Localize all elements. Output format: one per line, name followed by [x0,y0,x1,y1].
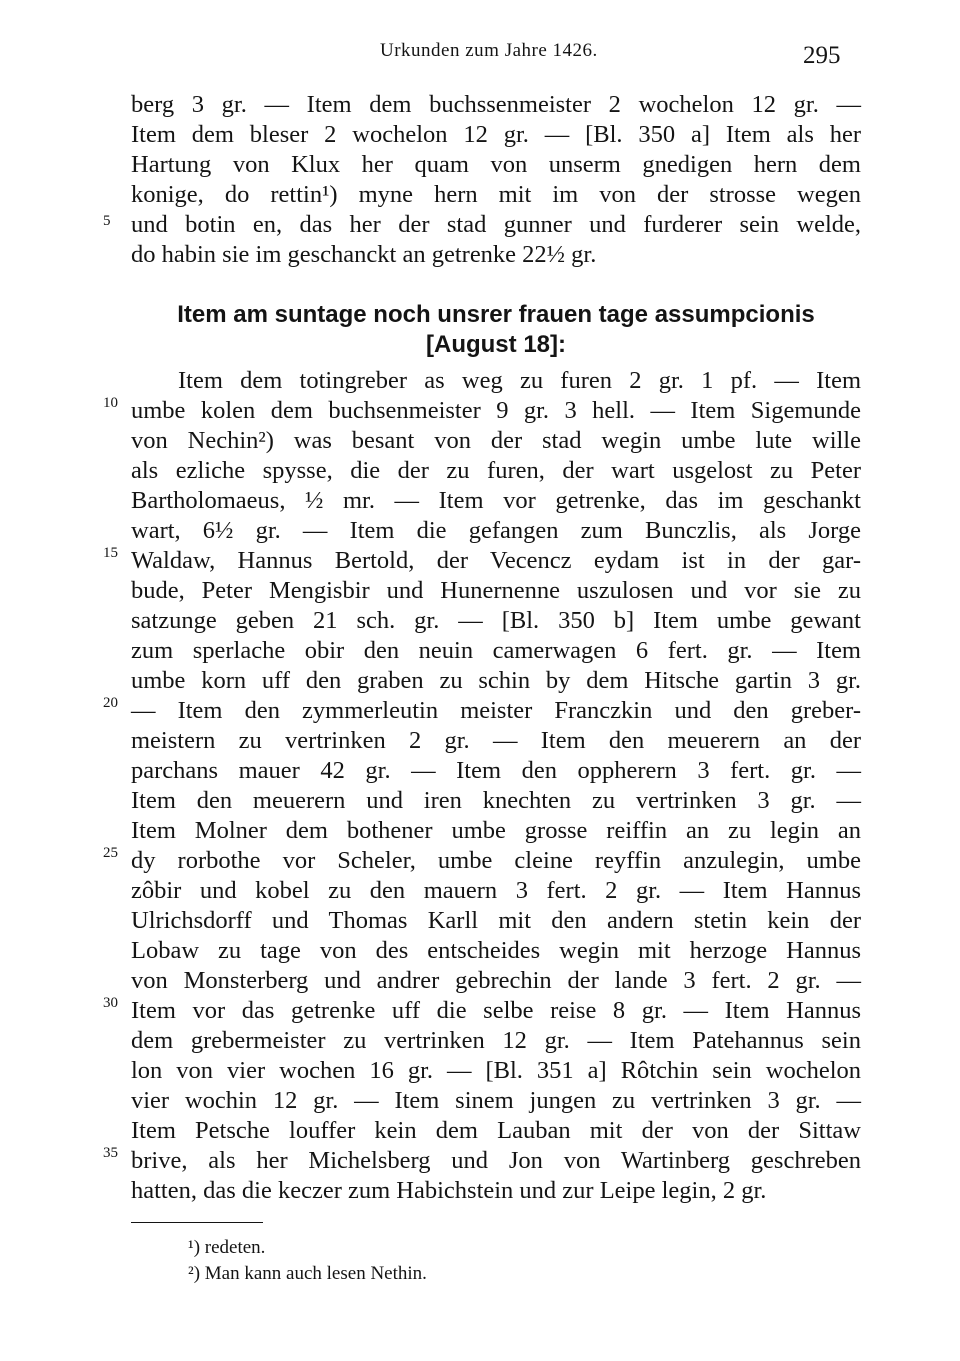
text-line: berg 3 gr. — Item dem buchssenmeister 2 wochelon 12 gr. — [131,91,861,118]
text-line: Item den meuerern und iren knechten zu vertrinken 3 gr. — [131,787,861,814]
text-line: Item dem totingreber as weg zu furen 2 gr. 1 pf. — Item [178,367,861,394]
text-line: Waldaw, Hannus Bertold, der Vecencz eydam ist in der gar- [131,547,861,574]
text-line: Item dem bleser 2 wochelon 12 gr. — [Bl. 350 a] Item als her [131,121,861,148]
text-line: do habin sie im geschanckt an getrenke 22½ gr. [131,241,597,268]
text-line: konige, do rettin¹) myne hern mit im von der strosse wegen [131,181,861,208]
line-number: 10 [103,395,118,411]
text-line: wart, 6½ gr. — Item die gefangen zum Bunczlis, als Jorge [131,517,861,544]
footnote-rule [131,1222,263,1223]
text-line: parchans mauer 42 gr. — Item den oppherern 3 fert. gr. — [131,757,861,784]
text-line: lon von vier wochen 16 gr. — [Bl. 351 a] Rôtchin sein wochelon [131,1057,861,1084]
text-line: vier wochin 12 gr. — Item sinem jungen zu vertrinken 3 gr. — [131,1087,861,1114]
text-line: als ezliche spysse, die der zu furen, der wart usgelost zu Peter [131,457,861,484]
text-line: dem grebermeister zu vertrinken 12 gr. — Item Patehannus sein [131,1027,861,1054]
text-line: Bartholomaeus, ½ mr. — Item vor getrenke, das im geschankt [131,487,861,514]
text-line: Item Petsche louffer kein dem Lauban mit der von der Sittaw [131,1117,861,1144]
footnote: ²) Man kann auch lesen Nethin. [188,1263,427,1284]
text-line: satzunge geben 21 sch. gr. — [Bl. 350 b] Item umbe gewant [131,607,861,634]
line-number: 30 [103,995,118,1011]
text-line: und botin en, das her der stad gunner und furderer sein welde, [131,211,861,238]
text-line: zum sperlache obir den neuin camerwagen 6 fert. gr. — Item [131,637,861,664]
page-number: 295 [803,42,841,69]
text-line: umbe korn uff den graben zu schin by dem Hitsche gartin 3 gr. [131,667,861,694]
running-head: Urkunden zum Jahre 1426. [380,40,598,61]
text-line: bude, Peter Mengisbir und Hunernenne uszulosen und vor sie zu [131,577,861,604]
text-line: Hartung von Klux her quam von unserm gnedigen hern dem [131,151,861,178]
text-line: von Monsterberg und andrer gebrechin der lande 3 fert. 2 gr. — [131,967,861,994]
line-number: 25 [103,845,118,861]
section-heading: Item am suntage noch unsrer frauen tage assumpcionis [August 18]: [177,301,815,358]
footnote: ¹) redeten. [188,1237,266,1258]
line-number: 15 [103,545,118,561]
text-line: zôbir und kobel zu den mauern 3 fert. 2 gr. — Item Hannus [131,877,861,904]
text-line: Item vor das getrenke uff die selbe reise 8 gr. — Item Hannus [131,997,861,1024]
text-line: — Item den zymmerleutin meister Franczkin und den greber- [131,697,861,724]
text-line: hatten, das die keczer zum Habichstein und zur Leipe legin, 2 gr. [131,1177,767,1204]
text-line: umbe kolen dem buchsenmeister 9 gr. 3 hell. — Item Sigemunde [131,397,861,424]
text-line: meistern zu vertrinken 2 gr. — Item den meuerern an der [131,727,861,754]
text-line: von Nechin²) was besant von der stad wegin umbe lute wille [131,427,861,454]
line-number: 35 [103,1145,118,1161]
text-line: Ulrichsdorff und Thomas Karll mit den andern stetin kein der [131,907,861,934]
text-line: brive, als her Michelsberg und Jon von Wartinberg geschreben [131,1147,861,1174]
text-line: Item Molner dem bothener umbe grosse reiffin an zu legin an [131,817,861,844]
line-number: 5 [103,213,111,229]
line-number: 20 [103,695,118,711]
text-line: dy rorbothe vor Scheler, umbe cleine reyffin anzulegin, umbe [131,847,861,874]
text-line: Lobaw zu tage von des entscheides wegin mit herzoge Hannus [131,937,861,964]
